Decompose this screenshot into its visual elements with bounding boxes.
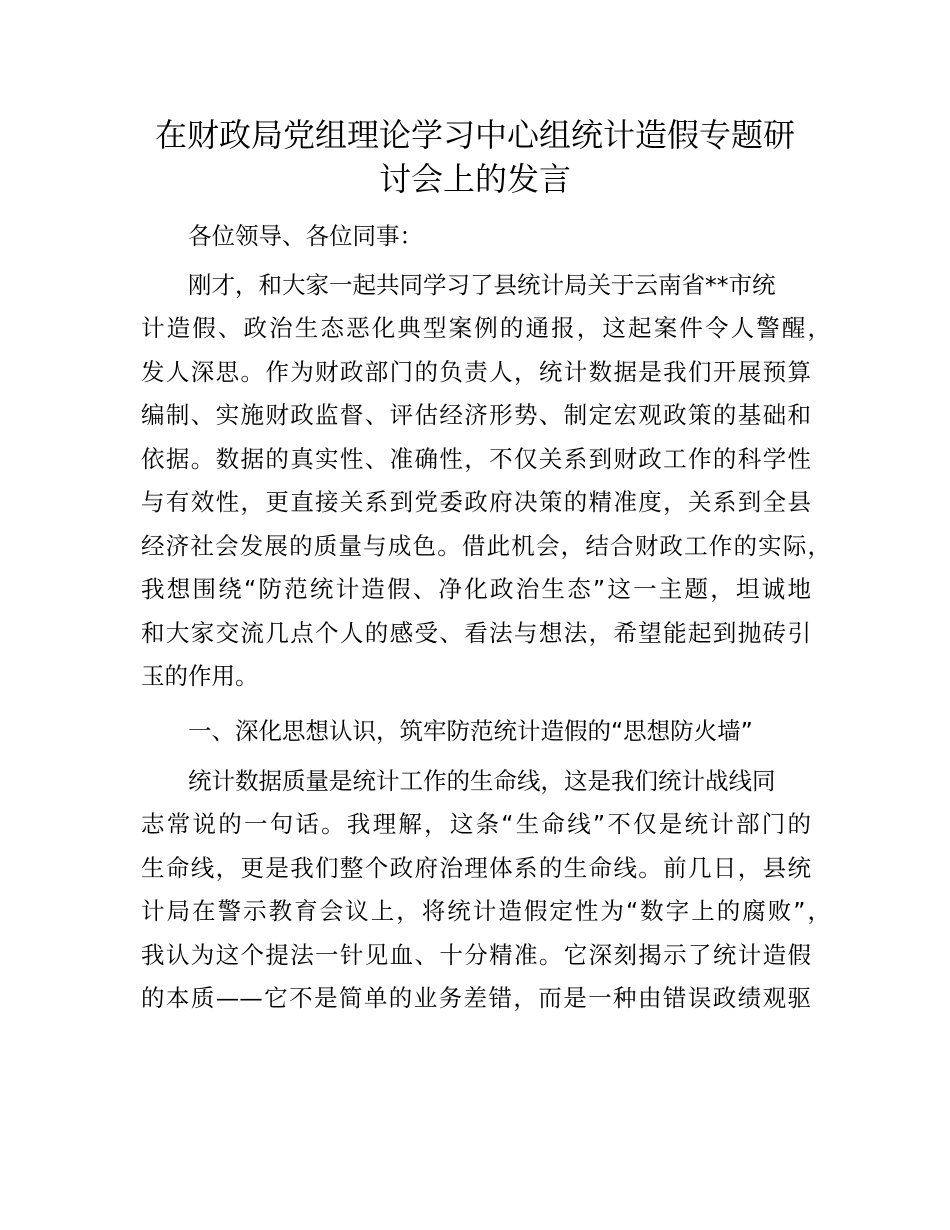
document-title-line-1: 在财政局党组理论学习中心组统计造假专题研 xyxy=(154,116,795,154)
salutation: 各位领导、各位同事： xyxy=(188,222,423,250)
paragraph-2-line-4: 计局在警示教育会议上，将统计造假定性为“数字上的腐败”， xyxy=(141,897,831,925)
section-heading-1: 一、深化思想认识，筑牢防范统计造假的“思想防火墙” xyxy=(188,717,753,745)
paragraph-2-line-1: 统计数据质量是统计工作的生命线，这是我们统计战线同 xyxy=(188,767,776,795)
paragraph-1-line-4: 编制、实施财政监督、评估经济形势、制定宏观政策的基础和 xyxy=(141,401,811,429)
paragraph-1-line-8: 我想围绕“防范统计造假、净化政治生态”这一主题，坦诚地 xyxy=(141,575,811,603)
paragraph-1-line-9: 和大家交流几点个人的感受、看法与想法，希望能起到抛砖引 xyxy=(141,619,811,647)
paragraph-1-line-3: 发人深思。作为财政部门的负责人，统计数据是我们开展预算 xyxy=(141,358,811,386)
paragraph-2-line-2: 志常说的一句话。我理解，这条“生命线”不仅是统计部门的 xyxy=(141,810,811,838)
paragraph-1-line-2: 计造假、政治生态恶化典型案例的通报，这起案件令人警醒， xyxy=(141,314,831,342)
paragraph-1-line-6: 与有效性，更直接关系到党委政府决策的精准度，关系到全县 xyxy=(141,488,811,516)
document-title-line-2: 讨会上的发言 xyxy=(378,160,571,198)
paragraph-1-line-10: 玉的作用。 xyxy=(141,662,259,690)
paragraph-1-line-1: 刚才，和大家一起共同学习了县统计局关于云南省**市统 xyxy=(188,271,776,299)
paragraph-2-line-3: 生命线，更是我们整个政府治理体系的生命线。前几日，县统 xyxy=(141,854,811,882)
paragraph-2-line-5: 我认为这个提法一针见血、十分精准。它深刻揭示了统计造假 xyxy=(141,941,811,969)
paragraph-1-line-7: 经济社会发展的质量与成色。借此机会，结合财政工作的实际， xyxy=(141,532,831,560)
paragraph-1-line-5: 依据。数据的真实性、准确性，不仅关系到财政工作的科学性 xyxy=(141,445,811,473)
paragraph-2-line-6: 的本质——它不是简单的业务差错，而是一种由错误政绩观驱 xyxy=(141,984,811,1012)
